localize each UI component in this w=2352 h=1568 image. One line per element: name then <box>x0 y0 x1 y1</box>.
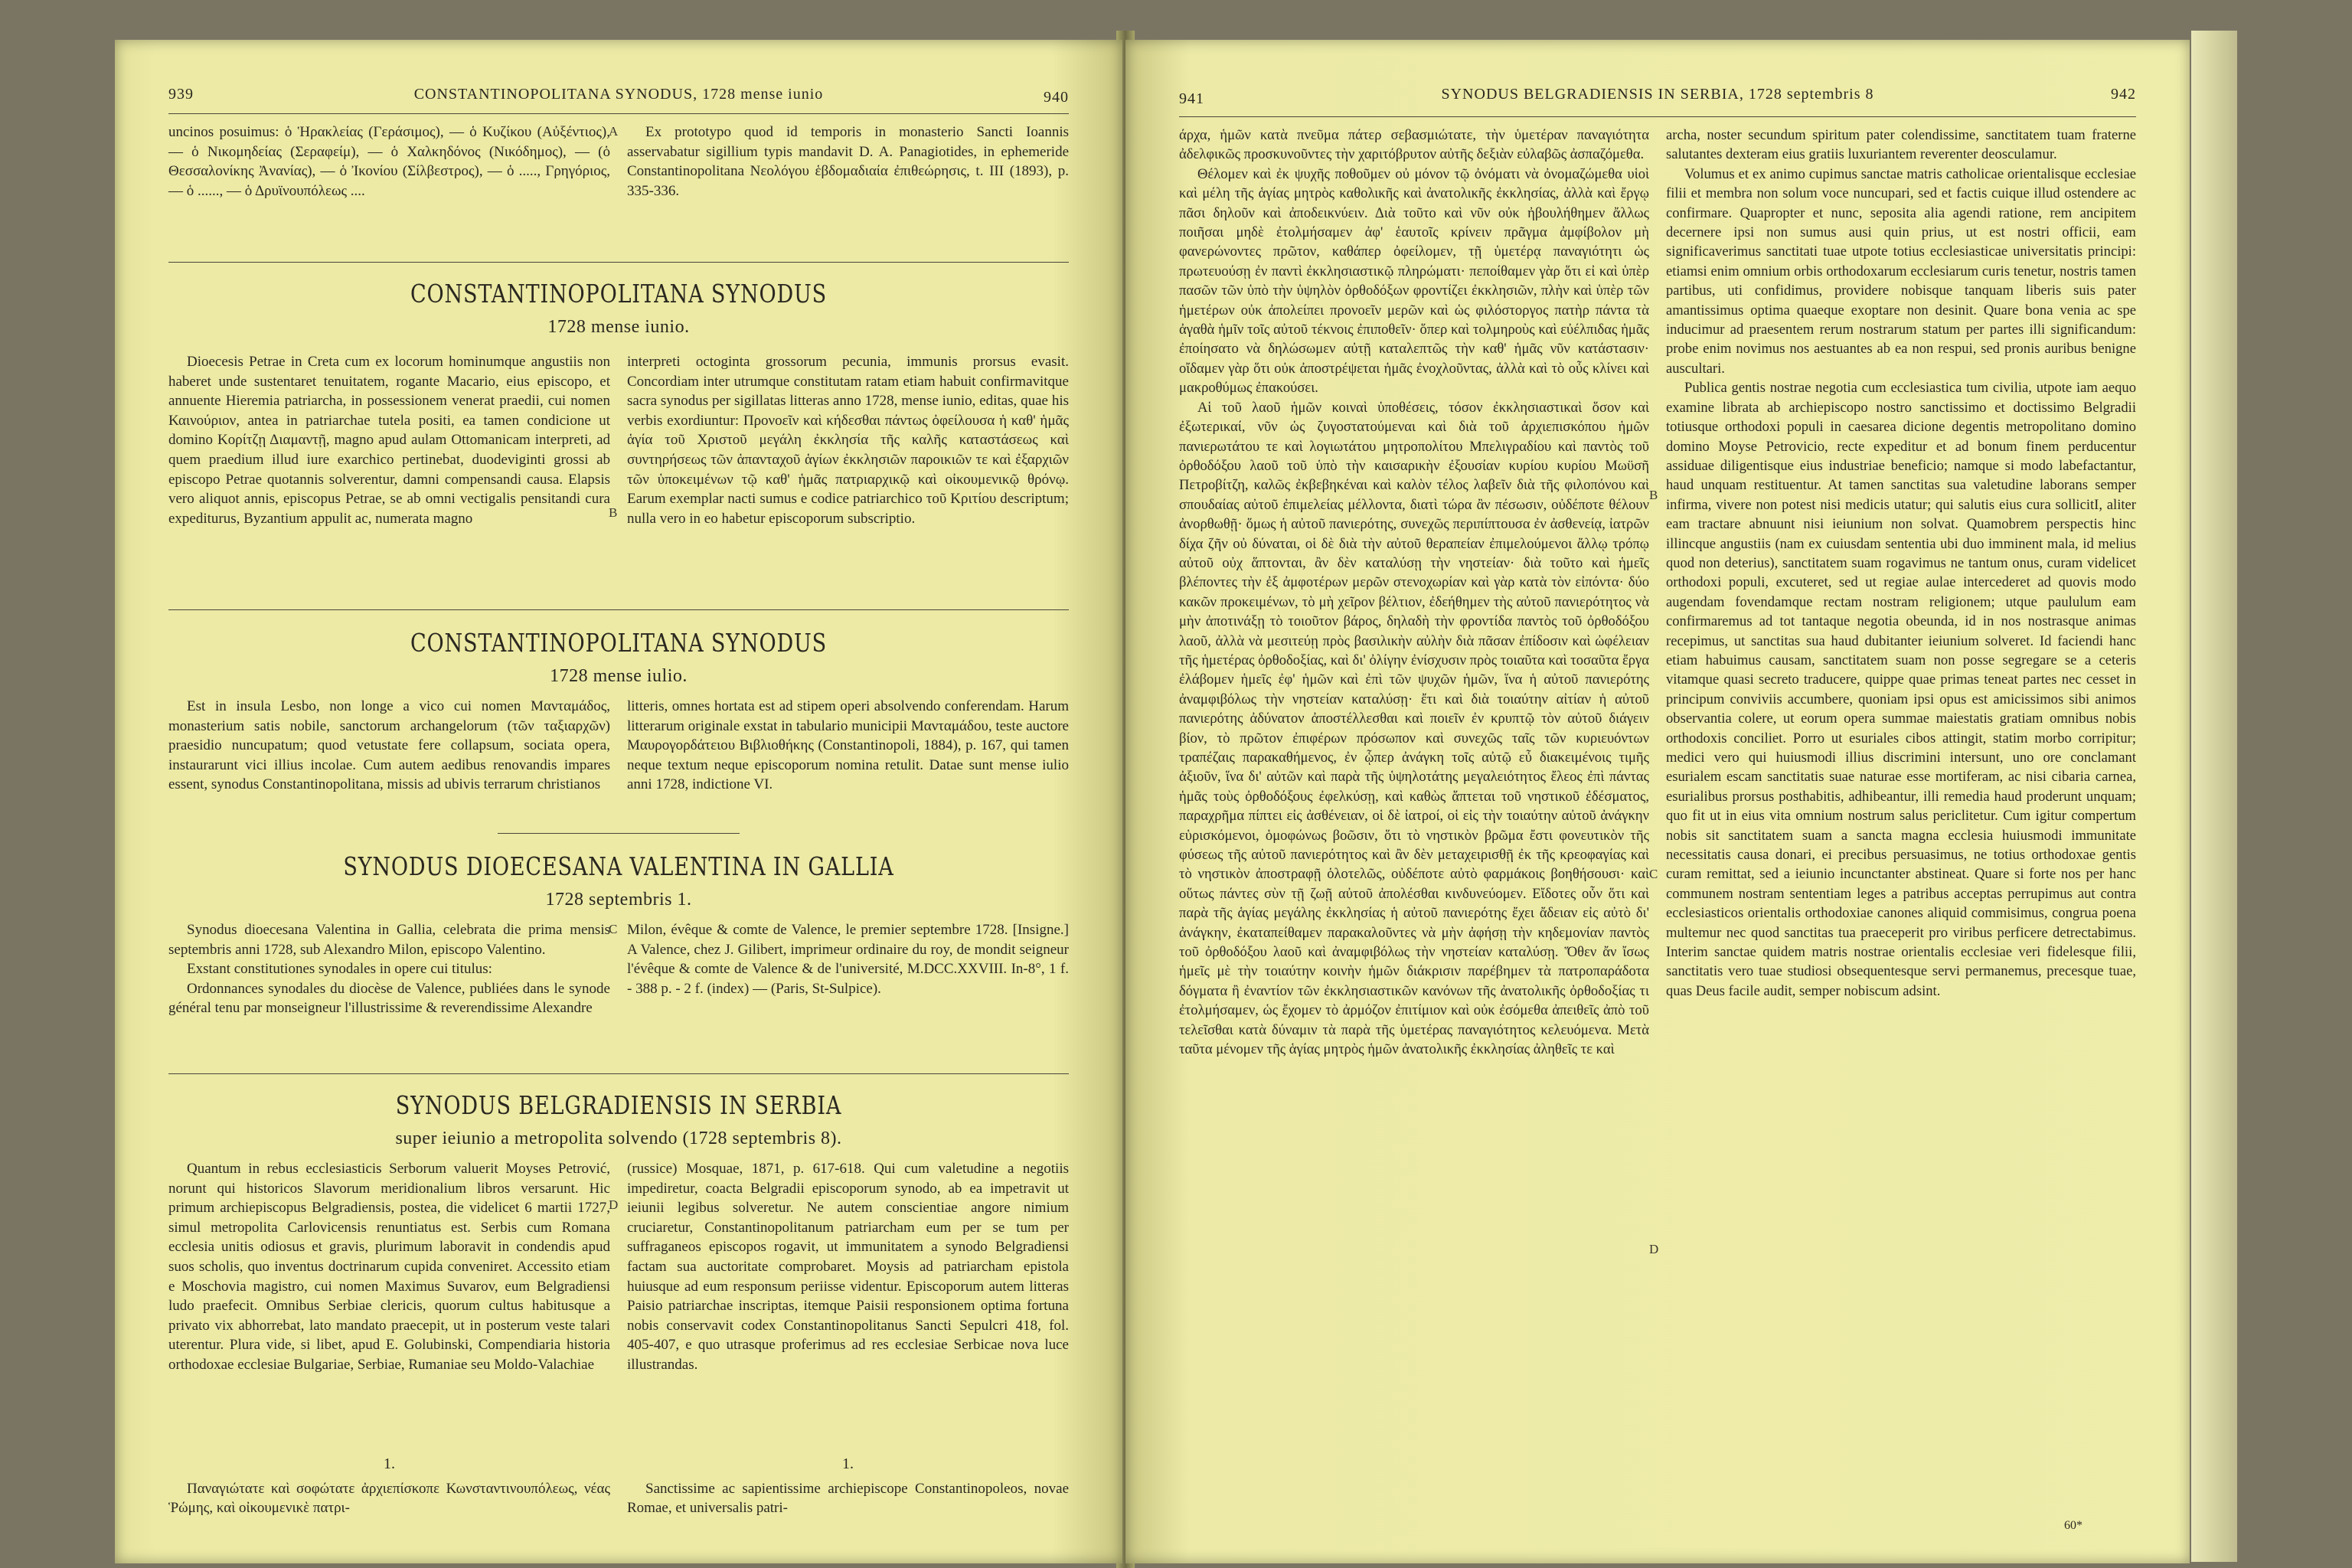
paragraph: Dioecesis Petrae in Creta cum ex locorum hominumque angustiis non haberet unde sustentaret tenuitatem, rogante Macario, eius episcopo, et annuente Hieremia patriarcha, in possessionem venerat praedii, cui nomen Καινούριον, antea in patriarchae tutela positi, ea tamen condicione ut domino Κορίτζῃ Διαμαντῇ, magno apud aulam Ottomanicam interpreti, ad quem praedium illud iure exarchico pertinebat, duodeviginti grossi ab episcopo Petrae quotannis solverentur, damni compensandi causa. Elapsis vero aliquot annis, episcopus Petrae, se ab omni vectigalis pensitandi cura expediturus, Byzantium appulit ac, numerata magno <box>168 354 610 527</box>
paragraph: Quantum in rebus ecclesiasticis Serborum valuerit Moyses Petrović, norunt qui historicos Slavorum meridionalium libros versarunt. Hic primum archiepiscopus Belgradiensis, postea, die videlicet 6 martii 1727, simul metropolita Carlovicensis renuntiatus est. Serbis cum Romana ecclesia unitis odiosus et gravis, plurimum laboravit in condendis apud suos scholis, quo inventus doctrinarum cupida conveniret. Accessito etiam e Moschovia magistro, cui nomen Maximus Suvarov, eum Belgradiensi ludo praefecit. Omnibus Serbiae clericis, quorum cultus habitusque a privato vix abhorrebat, lato mandato praecepit, ut in posterum veste talari uterentur. Plura vide, si libet, apud E. Golubinski, Compendiaria historia orthodoxae ecclesiae Bulgariae, Serbiae, Rumaniae seu Moldo-Valachiae <box>168 1161 610 1373</box>
column <box>627 697 1069 795</box>
signature-mark: 60* <box>2064 1519 2082 1532</box>
column <box>168 920 610 1018</box>
margin-letter: C <box>1649 867 1658 881</box>
running-head <box>1179 78 2136 109</box>
column <box>627 1450 1069 1518</box>
column <box>168 1159 610 1375</box>
paragraph: Synodus dioecesana Valentina in Gallia, celebrata die prima mensis septembris anni 1728, sub Alexandro Milon, episcopo Valentino. <box>168 922 610 958</box>
page-number: 942 <box>2111 86 2136 103</box>
margin-letter: B <box>1649 488 1658 502</box>
paragraph: Publica gentis nostrae negotia cum ecclesiastica tum civilia, utpote iam aequo examine librata ab archiepiscopo nostro sanctissimo et doctissimo Belgradii totiusque orthodoxi populi in caesarea dicione degentis metropolitano domino domino Moyse Petrovicio, recte expeditur et ad bonum finem perducentur assiduae diligentisque eius industriae beneficio; namque si modo labefactantur, haud unquam restituentur. At tamen sanctitas sua valetudine laborans semper infirma, vivere non potest nisi medicis utatur; qui salutis eius cura sollicitI, aliter eam tractare abnuunt nisi ieiunium non solvat. Quamobrem perspectis hinc illincque angustiis (nam ex cuiusdam sententia ubi duo imminent mala, id melius quod non deterius), sanctitatem suam rogavimus ne tantum onus, curam videlicet orthodoxi populi, excuteret, sed ut regiae aulae intercederet ad quovis modo augendam fovendamque rectam nostram religionem; utque paululum eam confirmaremus ad tot tantaque negotia obeunda, id in nos nostrasque animas recepimus, ut sanctitas sua haud dubitanter ieiunium solveret. Id faciendi hanc etiam habuimus causam, sanctitatem suam non posse segregare se a ceteris vitamque quasi secreto traducere, quippe quae primas teneat partes nec cesset in principum conviviis accumbere, quoniam ipsi opus est amicissimos sibi animos observantia colere, ut eorum opera summae maiestatis gratiam omnibus nobis orthodoxis conciliet. Porro ut esuriales cibos attingit, statim morbo corripitur; medici vero qui huiusmodi illius discrimini intersunt, uno ore conclamant esurialem escam sanctitatis suae naturae esse mortiferam, ac nisi cibaria carnea, esurialibus prorsus posthabitis, adhibeantur, illi remedia haud proderunt unquam; quo fit ut in eius vita omnium nostrum salus periclitetur. Cum igitur compertum nobis sit sanctitatem suam a sancta magna ecclesia huiusmodi immunitate necessitatis causa donari, ei precibus persuasimus, ne totius orthodoxae gentis curam remittat, sed a ieiunio incunctanter abstineat. Quare si forte nos per hanc communem nostram sententiam leges a patribus acceptas perrupimus aut contra ecclesiasticos orientalis orthodoxiae canones aliquid commisimus, congrua poena multemur nec quod sanctitas tua praeceperit pro viribus perficere detrectabimus. Interim sanctae quidem matris nostrae orientalis ecclesiae veri fidelesque filii, sanctitatis vero tuae studiosi obsequentesque servi permanemus, precesque tuae, quas Deus facile audit, semper nobiscum adsint. <box>1666 380 2136 999</box>
paragraph: Sanctissime ac sapientissime archiepiscope Constantinopoleos, novae Romae, et universalis patri- <box>627 1480 1069 1517</box>
section-columns <box>168 1159 1069 1375</box>
paragraph: interpreti octoginta grossorum pecunia, immunis prorsus evasit. Concordiam inter utrumque constitutam ratam etiam habuit confirmavitque sacra synodus per sigillatas litteras anno 1728, mense iunio, editas, quae his verbis exordiuntur: Προνοεῖν καὶ κήδεσθαι πάντως ὀφείλουσα ἡ καθ' ἡμᾶς ἁγία τοῦ Χριστοῦ μεγάλη ἐκκλησία τῆς καλῆς καταστάσεως καὶ συντηρήσεως τῶν ἁπανταχοῦ ἁγίων ἐκκλησιῶν παροικιῶν τε καὶ ἐξαρχιῶν τῶν ὑποκειμένων τῷ καθ' ἡμᾶς πατριαρχικῷ καὶ οἰκουμενικῷ θρόνῳ. Earum exemplar nacti sumus e codice patriarchico τοῦ Κριτίου descriptum; nulla vero in eo habetur episcoporum subscriptio. <box>627 354 1069 527</box>
running-title: CONSTANTINOPOLITANA SYNODUS, 1728 mense iunio <box>413 86 824 103</box>
paragraph: litteris, omnes hortata est ad stipem operi absolvendo conferendam. Harum litterarum originale exstat in tabulario municipii Μανταμάδου, teste auctore Μαυρογορδάτειου Βιβλιοθήκης (Constantinopoli, 1884), p. 167, qui tamen neque textum neque episcoporum nomina retulit. Datae sunt mense iulio anni 1728, indictione VI. <box>627 698 1069 793</box>
section-date: 1728 mense iulio. <box>550 666 688 686</box>
paragraph: uncinos posuimus: ὁ Ἡρακλείας (Γεράσιμος), — ὁ Κυζίκου (Αὐξέντιος), — ὁ Νικομηδείας (Σεραφείμ), — ὁ Χαλκηδόνος (Νικόδημος), — (ὁ Θεσσαλονίκης Ἀνανίας), — ὁ Ἰκονίου (Σίλβεστρος), — ὁ ....., Γρηγόριος, — ὁ ......, — ὁ Δρυϊνουπόλεως .... <box>168 124 610 199</box>
section-columns <box>168 352 1069 528</box>
section-columns <box>168 920 1069 1018</box>
latin-column <box>1666 126 2136 1060</box>
section-title: CONSTANTINOPOLITANA SYNODUS <box>410 628 827 658</box>
document-number: 1. <box>842 1455 854 1472</box>
margin-letter: D <box>609 1197 619 1212</box>
margin-letter: C <box>609 922 618 936</box>
paragraph: Ex prototypo quod id temporis in monasterio Sancti Ioannis asservabatur sigillium typis mandavit D. A. Panagiotides, in ephemeride Constantinopolitana Νεολόγου ἑβδομαδιαία ἐπιθεώρησις, t. III (1893), p. 335-336. <box>627 124 1069 199</box>
column <box>168 352 610 528</box>
column <box>627 122 1069 201</box>
header-rule <box>1179 116 2136 117</box>
column <box>168 697 610 795</box>
section-date: 1728 septembris 1. <box>545 890 692 910</box>
column <box>168 122 610 201</box>
running-head <box>168 78 1069 109</box>
page-number: 940 <box>1044 89 1069 106</box>
page-number: 939 <box>168 86 194 103</box>
section-subtitle: super ieiunio a metropolita solvendo (1728 septembris 8). <box>395 1129 842 1148</box>
column <box>168 1450 610 1518</box>
section-date: 1728 mense iunio. <box>547 317 690 337</box>
letter-columns <box>1179 126 2136 1060</box>
paragraph: άρχα, ἡμῶν κατὰ πνεῦμα πάτερ σεβασμιώτατε, τὴν ὑμετέραν παναγιότητα ἀδελφικῶς προσκυνοῦντες τὴν χαριτόβρυτον αὐτῆς δεξιὰν εὐλαβῶς ἀσπαζόμεθα. <box>1179 127 1649 163</box>
intro-columns <box>168 122 1069 201</box>
paragraph: (russice) Mosquae, 1871, p. 617-618. Qui cum valetudine a negotiis impediretur, coacta Belgradii episcoporum synodo, ab ea impetravit ut ieiunii legibus solveretur. Ne autem conscientiae angore nimium cruciaretur, Constantinopolitanum patriarcham eum per se tum per suffraganeos episcopos rogavit, ut immunitatem a synodo Belgradiensi factam sua auctoritate comprobaret. Moysis ad patriarcham epistola huiusque ad eum responsum periisse videntur. Episcoporum autem litteras Paisio patriarchae inscriptas, itemque Paisii responsionem optima fortuna nobis conservavit codex Constantinopolitanus Sancti Sepulcri 418, fol. 405-407, e quo utrasque proferimus ad res ecclesiae Serbicae nova luce illustrandas. <box>627 1161 1069 1373</box>
section-columns <box>168 697 1069 795</box>
section-rule <box>498 833 740 834</box>
section-title: SYNODUS DIOECESANA VALENTINA IN GALLIA <box>343 851 894 881</box>
document-number: 1. <box>384 1455 395 1472</box>
margin-letter: D <box>1649 1242 1659 1256</box>
page-number: 941 <box>1179 90 1204 107</box>
paragraph: Αἱ τοῦ λαοῦ ἡμῶν κοιναὶ ὑποθέσεις, τόσον ἐκκλησιαστικαὶ ὅσον καὶ ἐξωτερικαί, νῦν ὡς ζυγοστατούμεναι καὶ διὰ τοῦ ἀρχιεπισκόπου ἡμῶν πανιερωτάτου τε καὶ λογιωτάτου μητροπολίτου Μπελιγραδίου καὶ παντὸς τοῦ ὀρθοδόξου λαοῦ τοῦ ὑπὸ τὴν καισαρικὴν ἐξουσίαν κυρίου κυρίου Μωϋσῆ Πετροβίτζη, καλῶς ἐκβεβηκέναι καὶ καλὸν τέλος λαβεῖν διὰ τῆς φιλοπόνου καὶ σπουδαίας αὐτοῦ ἐπιμελείας μέλλοντα, διατὶ τώρα ἂν πέσωσιν, οὐδέποτε θέλουν ἀνορθωθῇ· ὅμως ἡ αὐτοῦ πανιερότης, συνεχῶς περιπίπτουσα ἐν ἀσθενείᾳ, ἰατρῶν δίχα ζῆν οὐ δύναται, οἱ δὲ διὰ τὴν αὐτοῦ θεραπείαν ἐπιμελούμενοι ἄλλῳ τρόπῳ αὐτοῦ οὐχ ἅπτονται, ἂν δὲν καταλύσῃ τὴν νηστείαν· διὰ τοῦτο καὶ ἡμεῖς βλέποντες τὴν ἐξ ἀμφοτέρων μερῶν στενοχωρίαν καὶ γὰρ κατὰ τὸν εἰπόντα· δύο κακῶν προκειμένων, τὸ μὴ χεῖρον βέλτιον, ἐδεήθημεν τὴς αὐτοῦ πανιερότητος νὰ μὴν ἀποτινάξῃ τὸ τοιοῦτον βάρος, δηλαδὴ τὴν φροντίδα παντὸς τοῦ ὀρθοδόξου λαοῦ, ἀλλὰ νὰ μεσιτεύῃ πρὸς βασιλικὴν αὐλὴν διὰ πᾶσαν ἐπίδοσιν καὶ ὠφέλειαν τῆς ἡμετέρας ὀρθοδοξίας, καὶ δι' ὀλίγην ἐνίσχυσιν πρὸς τοιαῦτα καὶ τοσαῦτα ἔργα ἐλάβομεν ἡμεῖς ἐφ' ἡμῶν καὶ ἐπὶ τῶν ψυχῶν ἡμῶν, ἵνα ἡ αὐτοῦ πανιερότης ἀναμφιβόλως τὴν νηστείαν καταλύσῃ· ἔτι καὶ διὰ τοιαύτην αἰτίαν ἡ αὐτοῦ πανιερότης ἀδύνατον ἀποστέλλεσθαι καὶ ποιεῖν ἐν κρυπτῷ τὸν αὐτοῦ διάγειν βίον, τὸ πρῶτον ἐπιφέρων πρόσωπον καὶ συνεχῶς ταῖς τῶν κυριευόντων τραπέζαις παρακαθήμενος, ἐν ᾧπερ ἀνάγκη τοῖς αὐτῷ εὖ διακειμένοις τιμῆς ἀξιοῦν, ἵνα δι' αὐτῶν καὶ παρὰ τῆς ὑψηλοτάτης μεγαλειότητος ἔλεος ἐπὶ πάντας ἡμᾶς τοὺς ὀρθοδόξους ἐφελκύσῃ, καὶ καθὼς ἅπτεται τοῦ νηστικοῦ ἐδέσματος, παραχρῆμα πίπτει εἰς ἀσθένειαν, οἱ δὲ ἰατροί, οἱ εἰς τὴν τοιαύτην αὐτοῦ ἀνάγκην εὑρισκόμενοι, ὁμοφώνως βοῶσιν, ὅτι τὸ νηστικὸν βρῶμα ἔστι φονευτικὸν τῆς φύσεως τῆς αὐτοῦ πανιερότητος καὶ ἂν δὲν μεταχειρισθῇ ἐκ τῆς κρεοφαγίας καὶ τὸ νηστικὸν ἀποστραφῇ ὁλοτελῶς, οὐδέποτε αὐτὸ φαρμάκοις βοηθήσουσι· καὶ οὕτως πάντες σὺν τῇ ζωῇ αὐτοῦ ἀπολέσθαι κινδυνεύομεν. Εἴδοτες οὖν ὅτι καὶ παρὰ τῆς ἁγίας μεγάλης ἐκκλησίας ἡ αὐτοῦ πανιερότης ἔχει ἄδειαν εἰς αὐτὸ δι' ἀνάγκην, ἐκαταπείθαμεν παρακαλοῦντες νὰ μὴν ἀφήσῃ τὴν κηδεμονίαν παντὸς τοῦ ὀρθοδόξου λαοῦ καὶ ἀναμφιβόλως τὴν νηστείαν καταλύσῃ. Ὅθεν ἄν ἴσως ἡμεῖς μὲ τὴν τοιαύτην κοινὴν ἡμῶν διάκρισιν παρέβημεν τὰ πατροπαράδοτα δόγματα ἢ ἐναντίον τῶν ἐκκλησιαστικῶν κανόνων τῆς ἀνατολικῆς ὀρθοδοξίας τι ἐτολμήσαμεν, ὡς ἔχομεν τὸ ἀρμόζον ἐπιτίμιον καὶ οὐκ ἐσόμεθα ἀπειθεῖς ἀπὸ τοῦ τελεῖσθαι κατὰ δύναμιν τὰ παρὰ τῆς ὑμετέρας παναγιότητος κελευόμενα. Μετὰ ταῦτα μένομεν τῆς ἁγίας μητρὸς ἡμῶν ἀνατολικῆς ἐκκλησίας ἀληθεῖς τε καὶ <box>1179 399 1649 1058</box>
paragraph: Ordonnances synodales du diocèse de Valence, publiées dans le synode général tenu par monseigneur l'illustrissime & reverendissime Alexandre <box>168 980 610 1017</box>
paragraph: Volumus et ex animo cupimus sanctae matris catholicae orientalisque ecclesiae filii et membra non solum voce nuncupari, sed et factis cuique illud ostendere ac confirmare. Quapropter et nunc, seposita alia agendi ratione, rem ancipitem decernere ipsi non sumus ausi quin prius, ut est nostri officii, eam significaverimus sanctitati tuae utpote totius ecclesiasticae universitatis principi: etiamsi enim omnium orbis orthodoxarum ecclesiarum curis tenetur, nostris tamen partibus, uti confidimus, providere nobisque tanquam liberis suis pater amantissimus optima quaeque exoptare non desinit. Quare bona venia ac spe inducimur ad praesentem rerum nostrarum statum per partes illi significandum: probe enim novimus nos aestuantes ab ea non respui, sed pronis auribus benigne auscultari. <box>1666 165 2136 377</box>
left-page <box>115 40 1122 1563</box>
section-rule <box>168 262 1069 263</box>
right-page <box>1125 40 2190 1563</box>
paragraph: archa, noster secundum spiritum pater colendissime, sanctitatem tuam fraterne salutantes dexteram eius gratiis luxuriantem reverenter deosculamur. <box>1666 127 2136 163</box>
column <box>627 1159 1069 1375</box>
section-title: SYNODUS BELGRADIENSIS IN SERBIA <box>395 1090 842 1120</box>
section-rule <box>168 1073 1069 1074</box>
paragraph: Παναγιώτατε καὶ σοφώτατε ἀρχιεπίσκοπε Κωνσταντινουπόλεως, νέας Ῥώμης, καὶ οἰκουμενικὲ πατρι- <box>168 1480 610 1517</box>
document-start-columns <box>168 1450 1069 1518</box>
header-rule <box>168 113 1069 114</box>
margin-letter: B <box>609 505 618 520</box>
greek-column <box>1179 126 1649 1060</box>
column <box>627 920 1069 1018</box>
paragraph: Exstant constitutiones synodales in opere cui titulus: <box>187 961 492 978</box>
paragraph: Est in insula Lesbo, non longe a vico cui nomen Μανταμάδος, monasterium satis nobile, sanctorum archangelorum (τῶν ταξιαρχῶν) praesidio nuncupatum; quod vetustate fere collapsum, sociata opera, instaurarunt vici illius incolae. Cum autem aedibus renovandis impares essent, synodus Constantinopolitana, missis ad ubivis terrarum christianos <box>168 698 610 793</box>
paragraph: Milon, évêque & comte de Valence, le premier septembre 1728. [Insigne.] A Valence, chez J. Gilibert, imprimeur ordinaire du roy, de mondit seigneur l'évêque & comte de Valence & de l'université, M.DCC.XXVIII. In-8°, 1 f. - 388 p. - 2 f. (index) — (Paris, St-Sulpice). <box>627 922 1069 997</box>
section-title: CONSTANTINOPOLITANA SYNODUS <box>410 279 827 309</box>
margin-letter: A <box>609 124 619 139</box>
page-edges <box>2191 31 2237 1562</box>
column <box>627 352 1069 528</box>
running-title: SYNODUS BELGRADIENSIS IN SERBIA, 1728 septembris 8 <box>1441 86 1874 103</box>
section-rule <box>168 609 1069 610</box>
paragraph: Θέλομεν καὶ ἐκ ψυχῆς ποθοῦμεν οὐ μόνον τῷ ὀνόματι νὰ ὀνομαζώμεθα υἱοὶ καὶ μέλη τῆς ἁγίας μητρὸς καθολικῆς καὶ ἀνατολικῆς ἐκκλησίας, ἀλλὰ καὶ ἔργῳ πᾶσι δηλοῦν καὶ ἀποδεικνύειν. Διὰ τοῦτο καὶ νῦν οὐκ ἠβουλήθημεν ἄλλως ποιῆσαι μηδὲ ἐτολμήσαμεν ἀφ' ἑαυτοῖς κρίνειν πρᾶγμα ἀμφίβολον μὴ φανερώνοντες πρῶτον, καθάπερ ὀφείλομεν, τῇ ὑμετέρᾳ παναγιότητι ὡς πρωτευούσῃ ἐν παντὶ ἐκκλησιαστικῷ πληρώματι· πεποίθαμεν γὰρ ὅτι εἰ καὶ ὑπὲρ πασῶν τῶν ὑπὸ τὴν ὑψηλὸν ὀρθοδόξων φροντίζει ἐκκλησιῶν, πλὴν καὶ ὑπὲρ τῶν ἡμετέρων οὐκ ἀπολείπει προνοεῖν μερῶν καὶ ὡς φιλόστοργος πατὴρ πάντα τὰ ἀγαθὰ ἡμῖν τοῖς αὐτοῦ τέκνοις ἐπιποθεῖν· ὅπερ καὶ τολμηροὺς καὶ εὐέλπιδας ἡμᾶς ἐποίησατο νὰ δηλώσωμεν αὐτῇ καταλεπτῶς τὴν καθ' ἡμᾶς νῦν κατάστασιν· οἴδαμεν γὰρ ὅτι οὐκ ἀποστρέψεται ἡμᾶς ἐνοχλοῦντας, ἀλλὰ καὶ τὸ οὖς κλίνει καὶ μακροθύμως ἐπακούσει. <box>1179 165 1649 397</box>
